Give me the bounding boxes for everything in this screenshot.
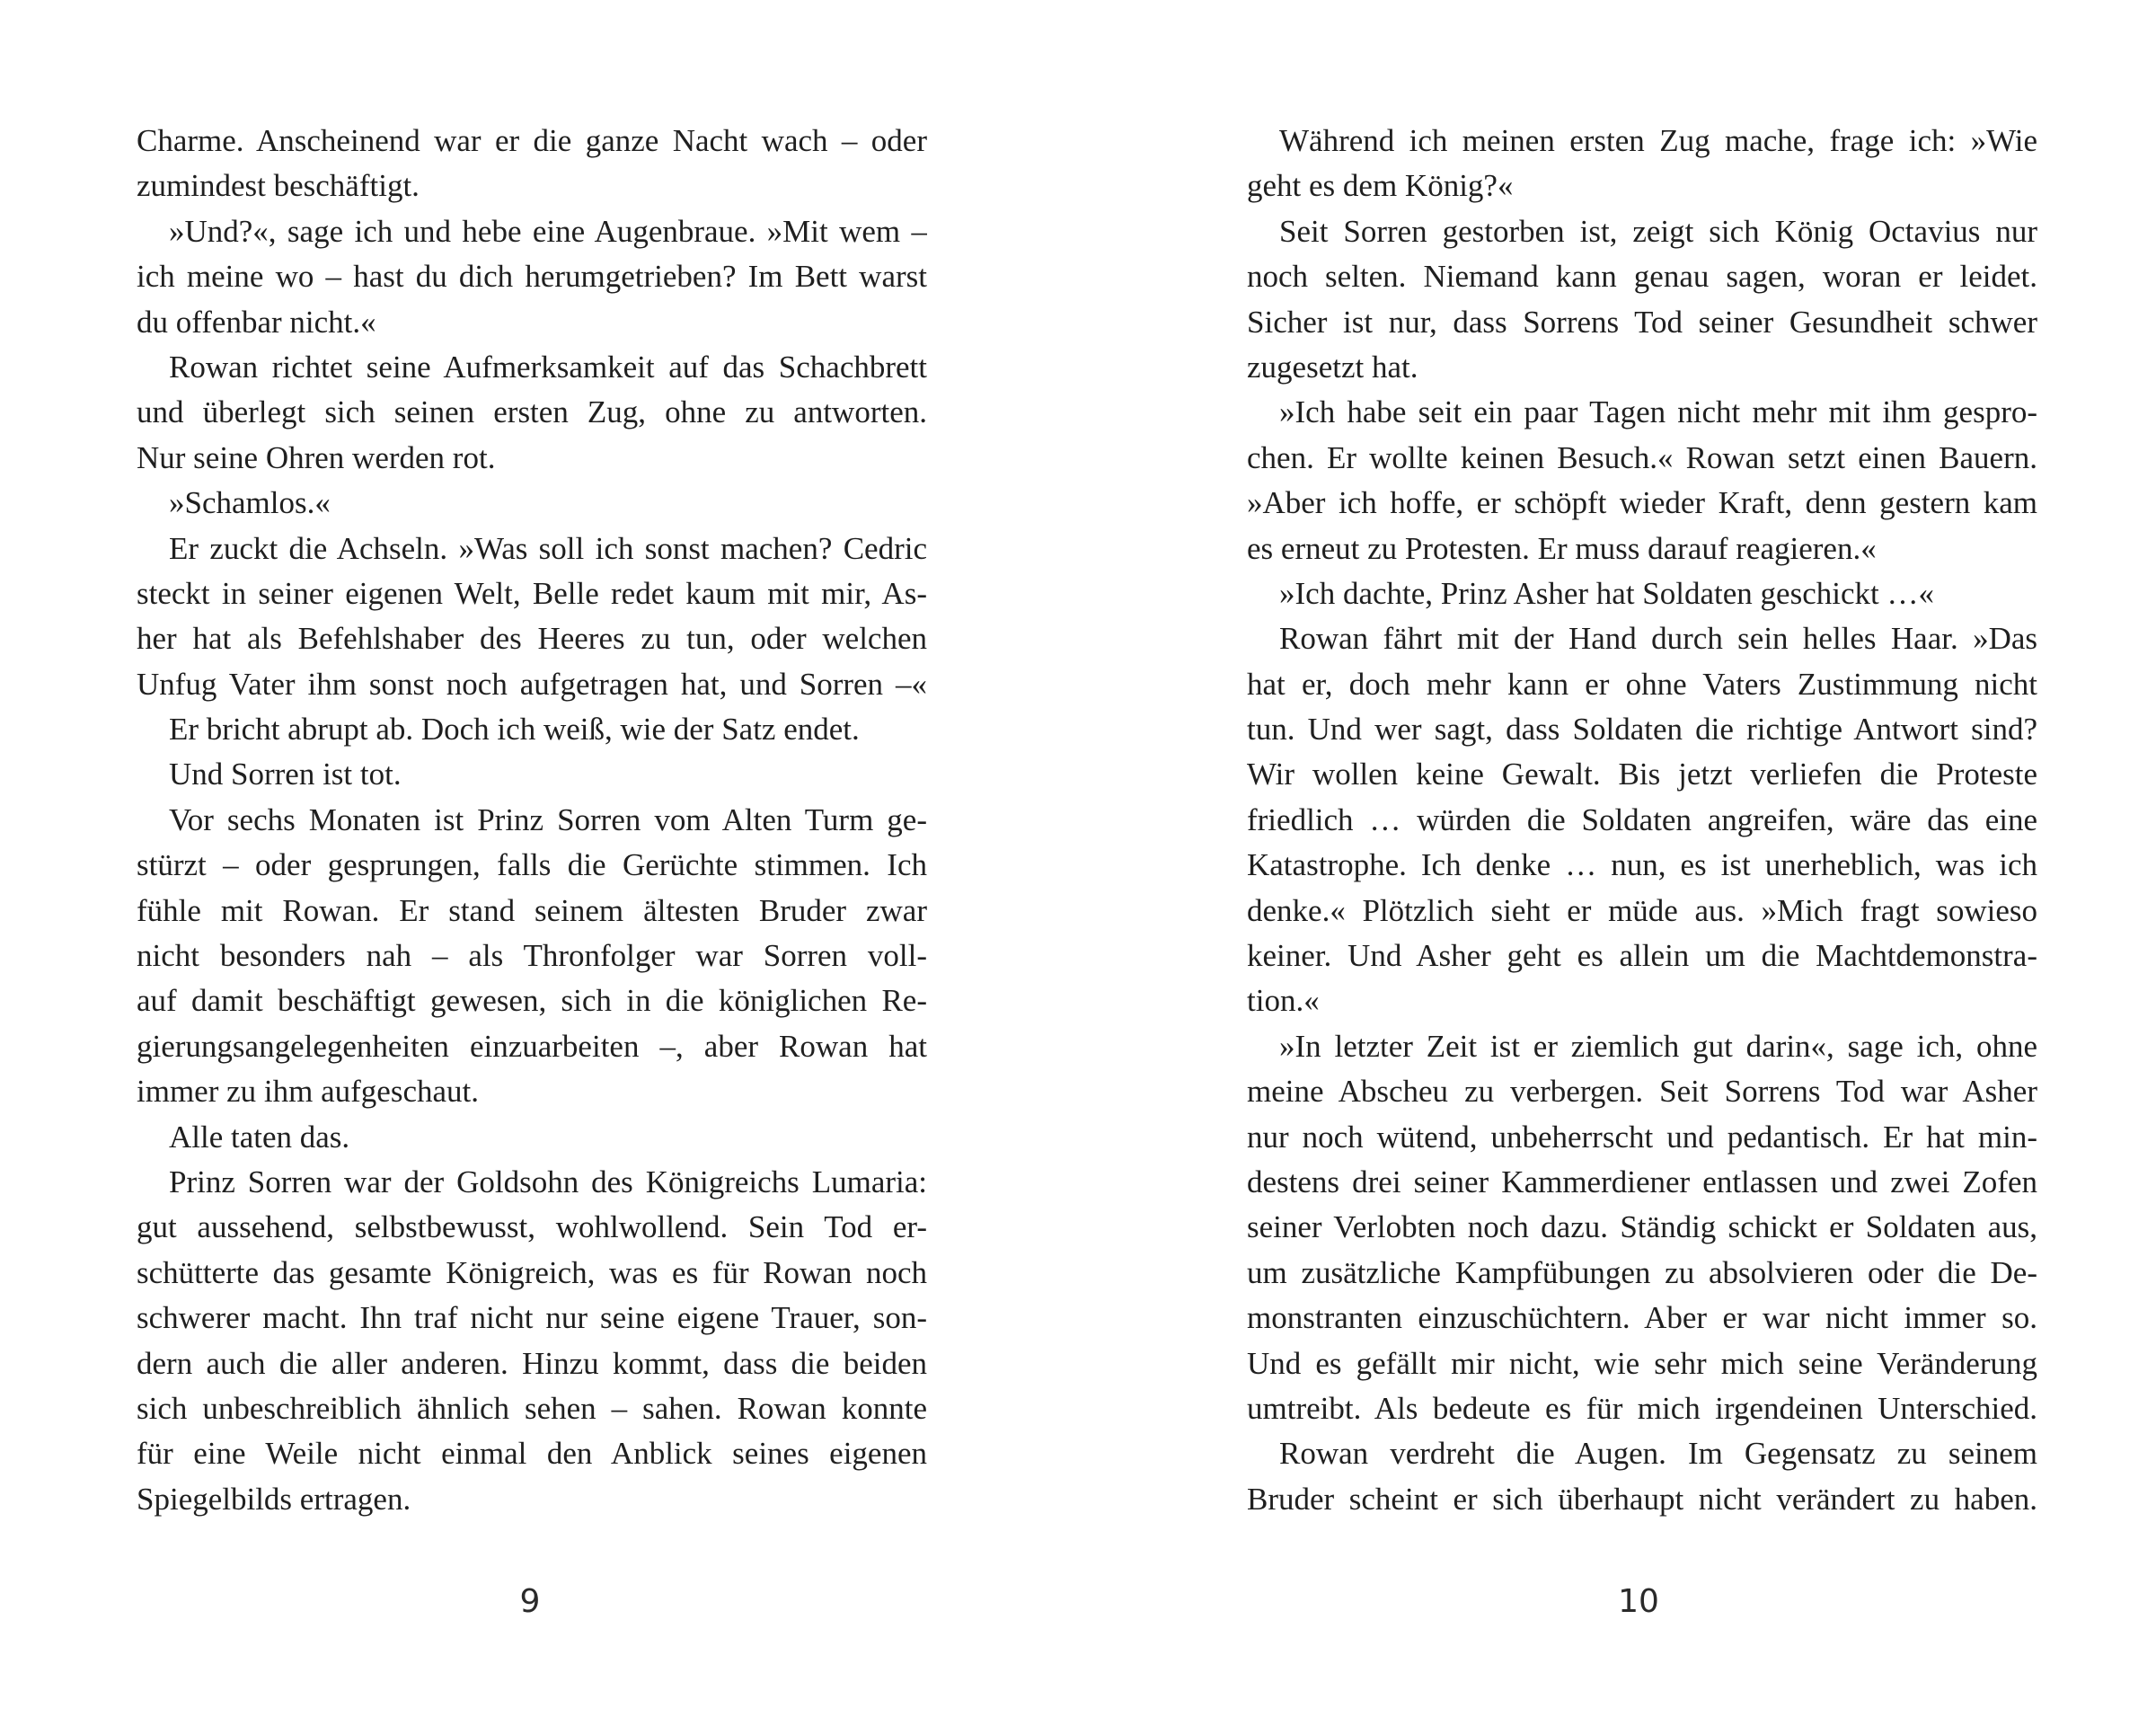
text-line: Nur seine Ohren werden rot. [137,439,496,475]
text-line: Und es gefällt mir nicht, wie sehr mich seine Veränderung [1247,1345,2037,1381]
text-line: immer zu ihm aufgeschaut. [137,1074,479,1110]
left-page-text [137,119,927,1522]
text-line: Vor sechs Monaten ist Prinz Sorren vom Alten Turm ge- [169,801,927,837]
text-line: es erneut zu Protesten. Er muss darauf reagieren.« [1247,530,1877,566]
text-line: fühle mit Rowan. Er stand seinem ältesten Bruder zwar [137,892,927,928]
text-line: her hat als Befehlshaber des Heeres zu tun, oder welchen [137,621,927,657]
text-line: seiner Verlobten noch dazu. Ständig schickt er Soldaten aus, [1247,1209,2037,1245]
text-line: zugesetzt hat. [1247,349,1418,385]
text-line: Rowan richtet seine Aufmerksamkeit auf das Schachbrett [169,349,927,385]
text-line: chen. Er wollte keinen Besuch.« Rowan setzt einen Bauern. [1247,439,2037,475]
text-line: Sicher ist nur, dass Sorrens Tod seiner Gesundheit schwer [1247,304,2037,340]
text-line: Prinz Sorren war der Goldsohn des Königreichs Lumaria: [169,1164,927,1199]
text-line: schütterte das gesamte Königreich, was es für Rowan noch [137,1254,927,1290]
text-line: gierungsangelegenheiten einzuarbeiten –, aber Rowan hat [137,1028,927,1064]
text-line: und überlegt sich seinen ersten Zug, ohne zu antworten. [137,394,927,430]
text-line: stürzt – oder gesprungen, falls die Gerüchte stimmen. Ich [137,847,927,883]
text-line: destens drei seiner Kammerdiener entlassen und zwei Zofen [1247,1164,2037,1199]
text-line: Rowan fährt mit der Hand durch sein helles Haar. »Das [1279,621,2037,657]
text-line: um zusätzliche Kampfübungen zu absolvieren oder die De- [1247,1254,2037,1290]
text-line: »Und?«, sage ich und hebe eine Augenbraue. »Mit wem – [169,213,927,249]
text-line: nicht besonders nah – als Thronfolger war Sorren voll- [137,938,927,974]
text-line: »Aber ich hoffe, er schöpft wieder Kraft, denn gestern kam [1247,485,2037,521]
text-line: Unfug Vater ihm sonst noch aufgetragen hat, und Sorren –« [137,666,927,702]
text-line: für eine Weile nicht einmal den Anblick seines eigenen [137,1436,927,1472]
text-line: »Schamlos.« [169,485,331,521]
text-line: du offenbar nicht.« [137,304,376,340]
text-line: Bruder scheint er sich überhaupt nicht verändert zu haben. [1247,1481,2037,1517]
text-line: meine Abscheu zu verbergen. Seit Sorrens Tod war Asher [1247,1074,2037,1110]
text-line: Er zuckt die Achseln. »Was soll ich sonst machen? Cedric [169,530,927,566]
text-line: »Ich dachte, Prinz Asher hat Soldaten geschickt …« [1279,575,1934,611]
text-line: Rowan verdreht die Augen. Im Gegensatz zu seinem [1279,1436,2037,1472]
text-line: Und Sorren ist tot. [169,757,402,792]
text-line: gut aussehend, selbstbewusst, wohlwollend. Sein Tod er- [137,1209,927,1245]
text-line: Katastrophe. Ich denke … nun, es ist unerheblich, was ich [1247,847,2037,883]
text-line: tion.« [1247,983,1320,1019]
text-line: nur noch wütend, unbeherrscht und pedantisch. Er hat min- [1247,1119,2037,1155]
text-line: friedlich … würden die Soldaten angreifen, wäre das eine [1247,801,2037,837]
text-line: Charme. Anscheinend war er die ganze Nacht wach – oder [137,123,927,158]
text-line: geht es dem König?« [1247,168,1514,204]
text-line: ich meine wo – hast du dich herumgetrieben? Im Bett warst [137,259,927,295]
page-number-right: 10 [1618,1583,1659,1620]
text-line: »In letzter Zeit ist er ziemlich gut darin«, sage ich, ohne [1279,1028,2037,1064]
text-line: zumindest beschäftigt. [137,168,420,204]
text-line: noch selten. Niemand kann genau sagen, woran er leidet. [1247,259,2037,295]
text-line: Er bricht abrupt ab. Doch ich weiß, wie der Satz endet. [169,712,860,748]
text-line: schwerer macht. Ihn traf nicht nur seine eigene Trauer, son- [137,1300,927,1336]
right-page-text [1247,119,2037,1522]
text-line: Alle taten das. [169,1119,350,1155]
text-line: »Ich habe seit ein paar Tagen nicht mehr mit ihm gespro- [1279,394,2037,430]
text-line: dern auch die aller anderen. Hinzu kommt, dass die beiden [137,1345,927,1381]
page-number-left: 9 [519,1583,541,1620]
text-line: sich unbeschreiblich ähnlich sehen – sahen. Rowan konnte [137,1390,927,1426]
text-line: keiner. Und Asher geht es allein um die Machtdemonstra- [1247,938,2037,974]
text-line: tun. Und wer sagt, dass Soldaten die richtige Antwort sind? [1247,712,2037,748]
text-line: denke.« Plötzlich sieht er müde aus. »Mich fragt sowieso [1247,892,2037,928]
text-line: Seit Sorren gestorben ist, zeigt sich König Octavius nur [1279,213,2037,249]
text-line: Wir wollen keine Gewalt. Bis jetzt verliefen die Proteste [1247,757,2037,792]
text-line: monstranten einzuschüchtern. Aber er war nicht immer so. [1247,1300,2037,1336]
text-line: umtreibt. Als bedeute es für mich irgendeinen Unterschied. [1247,1390,2037,1426]
text-line: auf damit beschäftigt gewesen, sich in die königlichen Re- [137,983,927,1019]
text-line: steckt in seiner eigenen Welt, Belle redet kaum mit mir, As- [137,575,927,611]
text-line: hat er, doch mehr kann er ohne Vaters Zustimmung nicht [1247,666,2037,702]
text-line: Spiegelbilds ertragen. [137,1481,411,1517]
text-line: Während ich meinen ersten Zug mache, frage ich: »Wie [1279,123,2037,158]
